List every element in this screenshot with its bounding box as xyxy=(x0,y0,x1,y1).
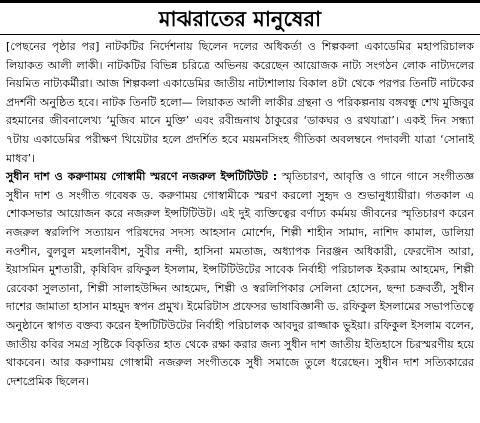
section-subhead: সুধীন দাশ ও করুণাময় গোস্বামী স্মরণে নজরুল ইন্সটিটিউট : xyxy=(6,170,278,184)
headline: মাঝরাতের মানুষেরা xyxy=(158,6,322,31)
top-border-rule xyxy=(0,0,480,3)
paragraph-2-text: স্মৃতিচারণ, আবৃত্তি ও গানে গানে সংগীতজ্ঞ সুধীন দাশ ও সংগীত গবেষক ড. করুণাময় গোস্বামীকে স্মরণ করলো সুহৃদ ও শুভানুধ্যায়ীরা। গতকাল এ শোকসভার আয়োজন করে নজরুল ইন্সটিটিউট। এই দুই ব্যক্তিত্বের বর্ণাঢ্য কর্মময় জীবনের স্মৃতিচারণ করেন নজরুল স্বরলিপি সত্যায়ন পরিষদের সদস্য আহসান মোর্শেদ, শিল্পী শাহীন সামাদ, নাশিদ কামাল, ডালিয়া নওশীন, বুলবুল মহলানবীশ, সুবীর নন্দী, হাসিনা মমতাজ, অধ্যাপক নিরঞ্জন অধিকারী, ফেরদৌস আরা, ইয়াসমিন মুশতারী, কৃষিবিদ রফিকুল ইসলাম, ইন্সটিটিউটের সাবেক নির্বাহী পরিচালক ইকরাম আহমেদ, শিল্পী রেবেকা সুলতানা, শিল্পী সালাহউদ্দিন আহমেদ, শিল্পী ও স্বরলিপিকার সেলিনা হোসেন, ছন্দা চক্রবর্তী, সুধীন দাশের জামাতা হাসান মাহমুদ স্বপন প্রমুখ। ইমেরিটাস প্রফেসর ভাষাবিজ্ঞানী ড. রফিকুল ইসলামের সভাপতিত্বে অনুষ্ঠানে স্বাগত বক্তব্য করেন ইন্সটিটিউটের নির্বাহী পরিচালক আবদুর রাজ্জাক ভুইয়া। রফিকুল ইসলাম বলেন, জাতীয় কবির সমগ্র সৃষ্টিকে বিকৃতির হাত থেকে রক্ষা করার জন্য সুধীন দাশ জাতীয় ইতিহাসে চিরস্মরণীয় হয়ে থাকবেন। আর করুণাময় গোস্বামী নজরুল সংগীতকে সুধী সমাজে তুলে ধরেছেন। সুধীন দাশ সত্যিকারের দেশপ্রেমিক ছিলেন। xyxy=(6,170,474,388)
paragraph-1-text: নাটকটির নির্দেশনায় ছিলেন দলের অধিকর্তা ও শিল্পকলা একাডেমির মহাপরিচালক লিয়াকত আলী লাকী। নাটকটির বিভিন্ন চরিত্রে অভিনয় করেছেন আয়োজক নাট্য সংগঠন লোক নাট্যদলের নিয়মিত নাট্যকর্মীরা। আজ শিল্পকলা একাডেমির জাতীয় নাট্যশালায় বিকাল ৪টা থেকে পরপর তিনটি নাটকের প্রদর্শনী অনুষ্ঠিত হবে। নাটক তিনটি হলো— লিয়াকত আলী লাকীর গ্রন্থনা ও পরিকল্পনায় বঙ্গবন্ধু শেখ মুজিবুর রহমানের জীবনালেখ্য ‘মুজিব মানে মুক্তি’ এবং রবীন্দ্রনাথ ঠাকুরের ‘ডাকঘর ও রথযাত্রা’। একই দিন সন্ধ্যা ৭টায় একাডেমির পরীক্ষণ থিয়েটার হলে প্রদর্শিত হবে ময়মনসিংহ গীতিকা অবলম্বনে পদাবলী যাত্রা ‘সোনাই মাধব’। xyxy=(6,40,474,165)
continuation-marker: [পেছনের পৃষ্ঠার পর] xyxy=(6,40,100,53)
paragraph-1 xyxy=(6,38,474,168)
paragraph-2 xyxy=(6,168,474,391)
headline-rule xyxy=(0,34,480,35)
article-body xyxy=(6,38,474,391)
